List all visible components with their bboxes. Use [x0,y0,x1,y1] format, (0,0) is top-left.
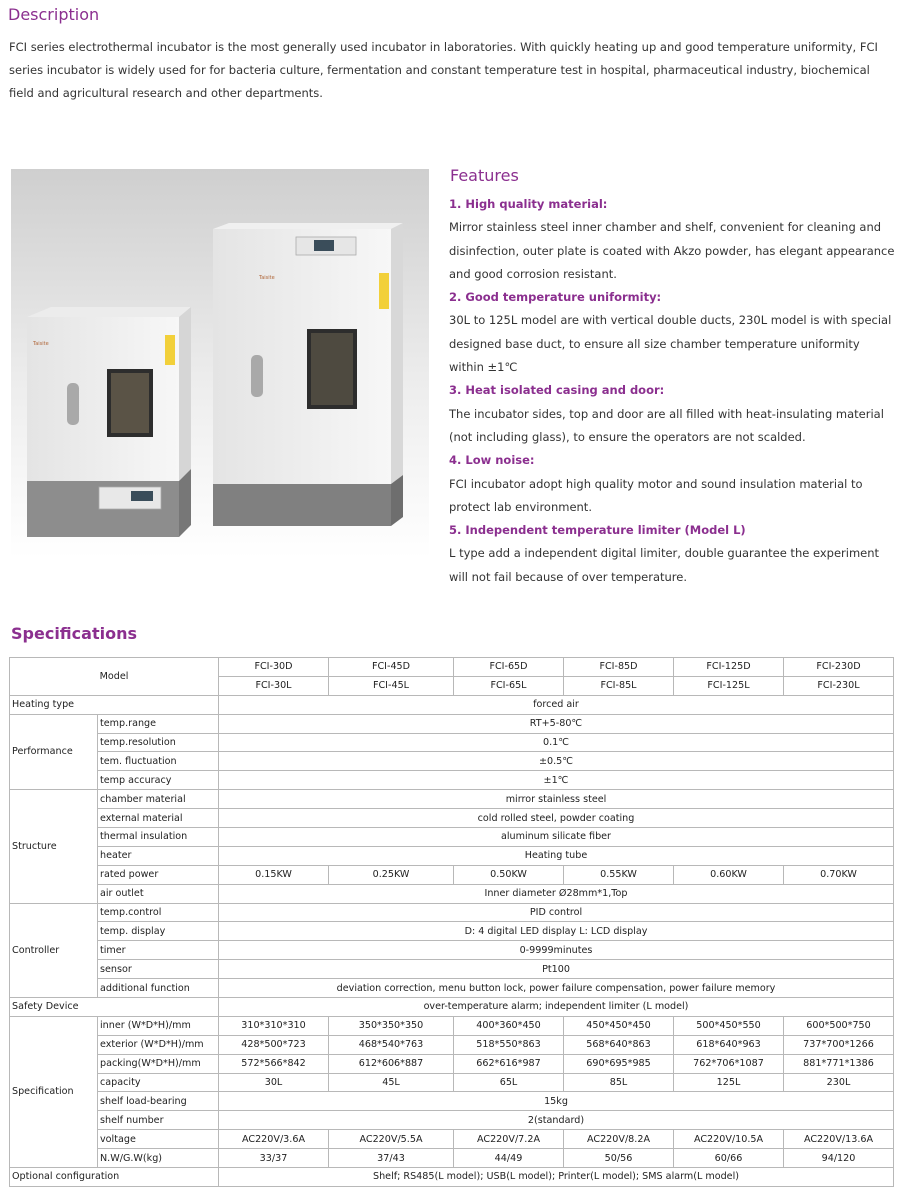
table-row [10,790,894,809]
cell: AC220V/5.5A [329,1130,454,1149]
row-value: 0-9999minutes [219,941,894,960]
row-label: rated power [98,865,219,884]
row-label: inner (W*D*H)/mm [98,1016,219,1035]
row-value: Heating tube [219,846,894,865]
group-label: Controller [10,903,98,997]
cell: 618*640*963 [674,1035,784,1054]
row-label: voltage [98,1130,219,1149]
model-l: FCI-125L [674,676,784,695]
row-value: forced air [219,695,894,714]
row-label: Optional configuration [10,1168,219,1187]
cell: 518*550*863 [454,1035,564,1054]
model-l: FCI-230L [784,676,894,695]
table-row [10,941,894,960]
table-row [10,998,894,1017]
specifications-table [9,657,894,1187]
cell: 85L [564,1073,674,1092]
table-row [10,960,894,979]
model-l: FCI-45L [329,676,454,695]
row-value: Pt100 [219,960,894,979]
cell: 0.55KW [564,865,674,884]
model-d: FCI-230D [784,658,894,677]
table-row [10,846,894,865]
row-label: heater [98,846,219,865]
cell: 94/120 [784,1149,894,1168]
model-label: Model [10,658,219,696]
row-label: temp. display [98,922,219,941]
row-label: Heating type [10,695,219,714]
cell: 737*700*1266 [784,1035,894,1054]
table-row [10,1054,894,1073]
row-value: cold rolled steel, powder coating [219,809,894,828]
row-label: exterior (W*D*H)/mm [98,1035,219,1054]
model-d: FCI-45D [329,658,454,677]
cell: 572*566*842 [219,1054,329,1073]
cell: AC220V/10.5A [674,1130,784,1149]
features-list [449,193,897,589]
row-value: 15kg [219,1092,894,1111]
model-d: FCI-30D [219,658,329,677]
cell: 350*350*350 [329,1016,454,1035]
table-row [10,865,894,884]
feature-heading: 1. High quality material: [449,197,608,211]
table-row [10,771,894,790]
row-label: shelf load-bearing [98,1092,219,1111]
row-label: thermal insulation [98,828,219,847]
feature-heading: 3. Heat isolated casing and door: [449,383,665,398]
cell: AC220V/3.6A [219,1130,329,1149]
row-value: Shelf; RS485(L model); USB(L model); Printer(L model); SMS alarm(L model) [219,1168,894,1187]
table-row [10,903,894,922]
row-label: shelf number [98,1111,219,1130]
cell: 881*771*1386 [784,1054,894,1073]
features-title: Features [450,166,519,185]
small-incubator [27,307,191,537]
cell: 568*640*863 [564,1035,674,1054]
brand-left: Taisite [33,341,49,347]
cell: 60/66 [674,1149,784,1168]
specifications-title: Specifications [11,624,137,643]
table-row [10,1092,894,1111]
row-value: deviation correction, menu button lock, power failure compensation, power failure memory [219,979,894,998]
row-label: packing(W*D*H)/mm [98,1054,219,1073]
row-value: D: 4 digital LED display L: LCD display [219,922,894,941]
model-d: FCI-85D [564,658,674,677]
group-label: Performance [10,714,98,790]
row-value: aluminum silicate fiber [219,828,894,847]
row-value: RT+5-80℃ [219,714,894,733]
table-row [10,1149,894,1168]
row-label: chamber material [98,790,219,809]
cell: 762*706*1087 [674,1054,784,1073]
row-label: N.W/G.W(kg) [98,1149,219,1168]
table-row [10,1168,894,1187]
feature-body: 30L to 125L model are with vertical double ducts, 230L model is with special designed base duct, to ensure all size chamber temperature uniformity within ±1℃ [449,313,892,375]
feature-heading: 2. Good temperature uniformity: [449,290,662,305]
feature-heading: 5. Independent temperature limiter (Model L) [449,523,746,538]
cell: AC220V/8.2A [564,1130,674,1149]
table-row [10,1073,894,1092]
cell: 33/37 [219,1149,329,1168]
cell: 0.60KW [674,865,784,884]
feature-body: Mirror stainless steel inner chamber and shelf, convenient for cleaning and disinfection, outer plate is coated with Akzo powder, has elegant appearance and good corrosion resistant. [449,220,895,281]
table-row [10,695,894,714]
model-l: FCI-65L [454,676,564,695]
product-photo [11,169,429,559]
row-label: temp.resolution [98,733,219,752]
description-text: FCI series electrothermal incubator is the most generally used incubator in laboratories. With quickly heating up and good temperature uniformity, FCI series incubator is widely used for for bacteria culture, fermentation and constant temperature test in hospital, pharmaceutical industry, biochemical field and agricultural research and other departments. [9,40,878,100]
model-l: FCI-30L [219,676,329,695]
large-incubator [213,223,403,526]
cell: 500*450*550 [674,1016,784,1035]
table-row [10,828,894,847]
row-label: timer [98,941,219,960]
cell: 0.50KW [454,865,564,884]
row-value: 2(standard) [219,1111,894,1130]
feature-heading: 4. Low noise: [449,453,535,468]
group-label: Specification [10,1016,98,1167]
row-label: temp.range [98,714,219,733]
cell: 230L [784,1073,894,1092]
cell: 125L [674,1073,784,1092]
table-row [10,1130,894,1149]
cell: 44/49 [454,1149,564,1168]
cell: 0.70KW [784,865,894,884]
table-row [10,979,894,998]
cell: 310*310*310 [219,1016,329,1035]
table-row [10,1035,894,1054]
cell: 400*360*450 [454,1016,564,1035]
cell: 690*695*985 [564,1054,674,1073]
table-row [10,714,894,733]
row-value: ±0.5℃ [219,752,894,771]
cell: 45L [329,1073,454,1092]
table-row [10,752,894,771]
cell: 612*606*887 [329,1054,454,1073]
table-row [10,884,894,903]
cell: 65L [454,1073,564,1092]
row-label: sensor [98,960,219,979]
row-label: capacity [98,1073,219,1092]
model-d: FCI-65D [454,658,564,677]
row-label: Safety Device [10,998,219,1017]
table-row [10,1016,894,1035]
table-row [10,658,894,677]
row-label: external material [98,809,219,828]
row-label: temp.control [98,903,219,922]
cell: 662*616*987 [454,1054,564,1073]
feature-body: FCI incubator adopt high quality motor and sound insulation material to protect lab environment. [449,476,863,514]
cell: 428*500*723 [219,1035,329,1054]
row-value: Inner diameter Ø28mm*1,Top [219,884,894,903]
cell: 450*450*450 [564,1016,674,1035]
row-value: ±1℃ [219,771,894,790]
row-value: PID control [219,903,894,922]
cell: 37/43 [329,1149,454,1168]
feature-body: L type add a independent digital limiter, double guarantee the experiment will not fail because of over temperature. [449,546,880,584]
brand-right: Taisite [259,275,275,281]
group-label: Structure [10,790,98,903]
cell: 50/56 [564,1149,674,1168]
cell: 30L [219,1073,329,1092]
cell: AC220V/13.6A [784,1130,894,1149]
table-row [10,809,894,828]
model-d: FCI-125D [674,658,784,677]
cell: 0.15KW [219,865,329,884]
model-l: FCI-85L [564,676,674,695]
description-title: Description [8,5,100,24]
cell: 468*540*763 [329,1035,454,1054]
row-label: temp accuracy [98,771,219,790]
cell: 600*500*750 [784,1016,894,1035]
feature-body: The incubator sides, top and door are all filled with heat-insulating material (not including glass), to ensure the operators are not scalded. [449,406,884,444]
cell: 0.25KW [329,865,454,884]
row-value: over-temperature alarm; independent limiter (L model) [219,998,894,1017]
row-label: tem. fluctuation [98,752,219,771]
cell: AC220V/7.2A [454,1130,564,1149]
row-label: additional function [98,979,219,998]
row-value: mirror stainless steel [219,790,894,809]
table-row [10,922,894,941]
row-value: 0.1℃ [219,733,894,752]
table-row [10,733,894,752]
row-label: air outlet [98,884,219,903]
table-row [10,1111,894,1130]
